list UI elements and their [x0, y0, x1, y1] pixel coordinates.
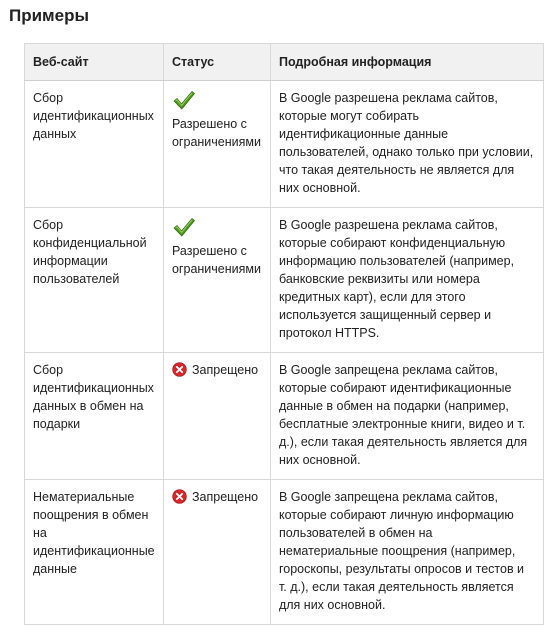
status-label: Запрещено: [191, 490, 259, 504]
table-row: [25, 480, 544, 625]
status-label: Разрешено с ограничениями: [171, 244, 261, 276]
denied-icon: [172, 489, 187, 504]
denied-icon: [172, 362, 187, 377]
website-cell: Сбор идентификационных данных: [25, 81, 164, 208]
website-cell: Нематериальные поощрения в обмен на идентификационные данные: [25, 480, 164, 625]
column-header-status: Статус: [163, 44, 270, 81]
status-cell: [163, 480, 270, 625]
status-allowed: [172, 89, 262, 151]
status-denied: [172, 361, 262, 379]
table-header-row: [25, 44, 544, 81]
details-cell: В Google разрешена реклама сайтов, которые могут собирать идентификационные данные пользователей, однако только при условии, что такая деятельность не является для них основной.: [270, 81, 543, 208]
status-allowed: [172, 216, 262, 278]
table-row: [25, 81, 544, 208]
status-label: Запрещено: [191, 363, 259, 377]
website-cell: Сбор конфиденциальной информации пользователей: [25, 208, 164, 353]
table-row: [25, 208, 544, 353]
status-label: Разрешено с ограничениями: [171, 117, 261, 149]
details-cell: В Google запрещена реклама сайтов, которые собирают личную информацию пользователей в обмен на нематериальные поощрения (например, гороскопы, результаты опросов и тестов и т. д.), если такая деятельность является для них основной.: [270, 480, 543, 625]
check-icon: [172, 216, 196, 238]
details-cell: В Google запрещена реклама сайтов, которые собирают идентификационные данные в обмен на подарки (например, бесплатные электронные книги, видео и т. д.), если такая деятельность является для них основной.: [270, 353, 543, 480]
status-cell: [163, 81, 270, 208]
page-title: Примеры: [9, 6, 89, 25]
column-header-website: Веб-сайт: [25, 44, 164, 81]
website-cell: Сбор идентификационных данных в обмен на подарки: [25, 353, 164, 480]
status-denied: [172, 488, 262, 506]
examples-table: [24, 43, 544, 625]
table-row: [25, 353, 544, 480]
status-cell: [163, 208, 270, 353]
column-header-details: Подробная информация: [270, 44, 543, 81]
details-cell: В Google разрешена реклама сайтов, которые собирают конфиденциальную информацию пользователей (например, банковские реквизиты или номера кредитных карт), если для этого используется защищенный сервер и протокол HTTPS.: [270, 208, 543, 353]
status-cell: [163, 353, 270, 480]
check-icon: [172, 89, 196, 111]
